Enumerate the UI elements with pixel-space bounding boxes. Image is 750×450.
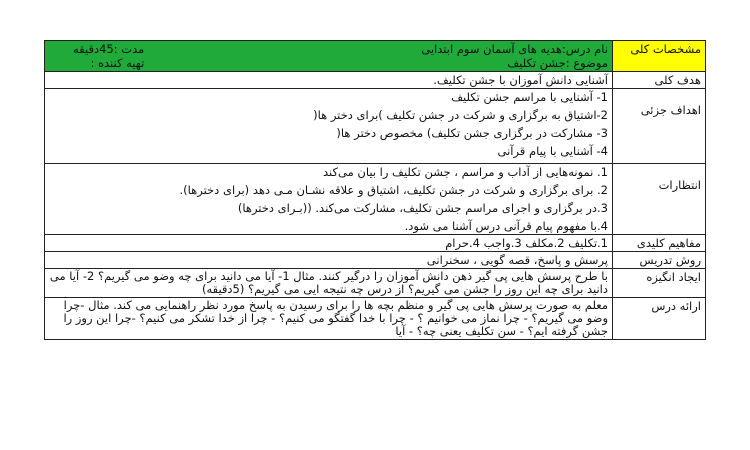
motivation-label: ایجاد انگیزه [613,269,706,298]
expectation-item: 4.با مفهوم پیام قرآنی درس آشنا می شود. [404,219,608,233]
header-label: مشخصات کلی [613,41,706,72]
partial-goal-item: 1- آشنایی با مراسم جشن تکلیف [451,90,608,104]
partial-goal-item: 3- مشارکت در برگزاری جشن تکلیف) مخصوص دختر ها( [336,126,608,140]
lesson-plan-table [44,40,706,340]
expectation-item: 2. برای برگزاری و شرکت در جشن تکلیف، اشتیاق و علاقه نشـان مـی دهد (برای دختر‌ها). [179,183,608,197]
teaching-method-row [45,252,706,269]
lesson-duration: مدت :45دقیقه [73,42,145,56]
motivation-row [45,269,706,298]
general-goal-row [45,72,706,89]
partial-goal-item: 4- آشنایی با پیام قرآنی [497,144,608,158]
key-concepts-text: 1.تکلیف 2.مکلف 3.واجب 4.حرام [45,235,613,252]
header-row [45,41,706,72]
expectation-item: 3.در برگزاری و اجرای مراسم جشن تکلیف، مشارکت می‌کند. ((بـرای دختر‌ها) [237,201,608,215]
lesson-topic: موضوع :جشن تکلیف [507,56,608,70]
expectations-row [45,164,706,235]
key-concepts-label: مفاهیم کلیدی [613,235,706,252]
presentation-label: ارائه درس [613,298,706,340]
general-goal-label: هدف کلی [613,72,706,89]
key-concepts-row [45,235,706,252]
presentation-cell [45,298,613,340]
motivation-text: با طرح پرسش هایی پی گیر ذهن دانش آموزان را درگیر کنند. مثال 1- آیا می دانید برای چه وضو می گیریم؟ 2- آیا می دانید برای چه این روز را جشن می گیریم؟ از درس چه نتیجه ایی می گیریم؟ (5دقیقه) [45,269,613,298]
general-goal-text: آشنایی دانش آموزان با جشن تکلیف. [45,72,613,89]
lesson-preparer: تهیه کننده : [90,56,145,70]
presentation-row [45,298,706,340]
expectations-list [45,164,613,235]
lesson-title: نام درس:هدیه های آسمان سوم ابتدایی [421,42,608,56]
expectations-label: انتظارات [613,164,706,235]
presentation-text: معلم به صورت پرسش هایی پی گیر و منظم بچه ها را برای رسیدن به پاسخ مورد نظر راهنمایی می کند. مثال -چرا وضو می گیریم؟ - چرا نماز می خوانیم ؟ - چرا با خدا گفتگو می کنیم؟ - چرا از خدا تشکر می کنیم؟ -چرا این روز را جشن گرفته ایم؟ - سن تکلیف یعنی چه؟ - آیا [63,299,608,338]
partial-goals-label: اهداف جزئی [613,89,706,164]
teaching-method-text: پرسش و پاسخ، قصه گویی ، سخنرانی [45,252,613,269]
teaching-method-label: روش تدریس [613,252,706,269]
expectation-item: 1. نمونه‌هایی از آداب و مراسم ، جشن تکلیف را بیان می‌کند [323,165,608,179]
partial-goals-list [45,89,613,164]
header-info [45,41,613,72]
partial-goals-row [45,89,706,164]
partial-goal-item: 2-اشتیاق به برگزاری و شرکت در جشن تکلیف )برای دختر ها( [313,108,608,122]
